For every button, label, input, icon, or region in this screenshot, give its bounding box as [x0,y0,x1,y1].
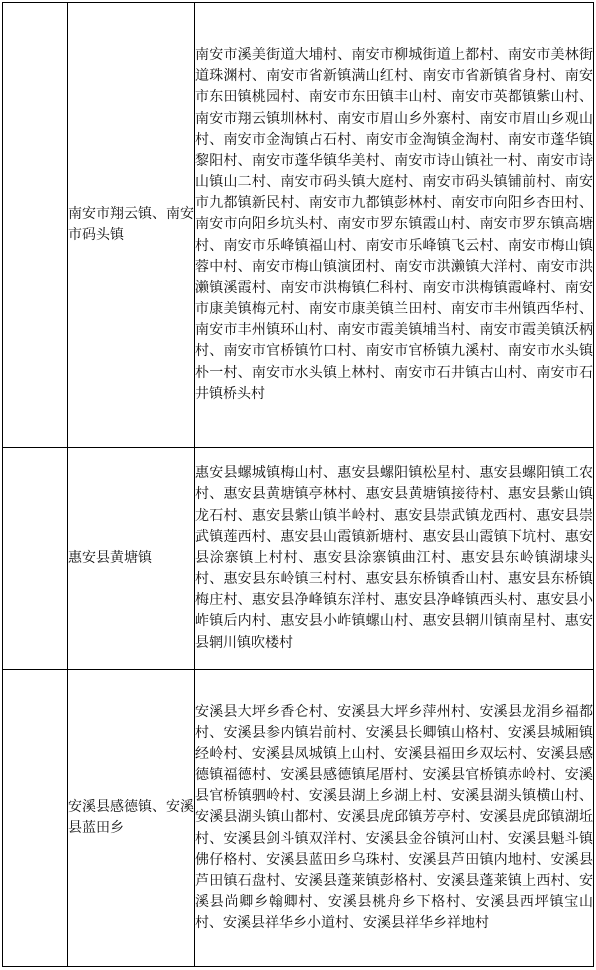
villages-cell: 安溪县大坪乡香仑村、安溪县大坪乡萍州村、安溪县龙涓乡福都村、安溪县参内镇岩前村、安溪县长卿镇山格村、安溪县城厢镇经岭村、安溪县凤城镇上山村、安溪县福田乡双坛村、安溪县感德镇福德村、安溪县感德镇尾厝村、安溪县官桥镇赤岭村、安溪县官桥镇驷岭村、安溪县湖上乡湖上村、安溪县湖头镇横山村、安溪县湖头镇山都村、安溪县虎邱镇芳亭村、安溪县虎邱镇湖坵村、安溪县剑斗镇双洋村、安溪县金谷镇河山村、安溪县魁斗镇佛仔格村、安溪县蓝田乡乌珠村、安溪县芦田镇内地村、安溪县芦田镇石盘村、安溪县蓬莱镇彭格村、安溪县蓬莱镇上西村、安溪县尚卿乡翰卿村、安溪县桃舟乡下格村、安溪县西坪镇宝山村、安溪县祥华乡小道村、安溪县祥华乡祥地村 [195,670,594,967]
blank-cell [3,670,68,967]
town-cell: 安溪县感德镇、安溪县蓝田乡 [68,670,195,967]
villages-cell: 惠安县螺城镇梅山村、惠安县螺阳镇松星村、惠安县螺阳镇工农村、惠安县黄塘镇亭林村、惠安县黄塘镇接待村、惠安县紫山镇龙石村、惠安县紫山镇半岭村、惠安县崇武镇龙西村、惠安县崇武镇莲西村、惠安县山霞镇新塘村、惠安县山霞镇下坑村、惠安县涂寨镇上村村、惠安县涂寨镇曲江村、惠安县东岭镇湖埭头村、惠安县东岭镇三村村、惠安县东桥镇香山村、惠安县东桥镇梅庄村、惠安县净峰镇东洋村、惠安县净峰镇西头村、惠安县小岞镇后内村、惠安县小岞镇螺山村、惠安县辋川镇南星村、惠安县辋川镇吹楼村 [195,448,594,670]
villages-cell: 南安市溪美街道大埔村、南安市柳城街道上都村、南安市美林街道珠渊村、南安市省新镇满山红村、南安市省新镇省身村、南安市东田镇桃园村、南安市东田镇丰山村、南安市英都镇紫山村、南安市翔云镇圳林村、南安市眉山乡外寨村、南安市眉山乡观山村、南安市金淘镇占石村、南安市金淘镇金淘村、南安市蓬华镇黎阳村、南安市蓬华镇华美村、南安市诗山镇社一村、南安市诗山镇山二村、南安市码头镇大庭村、南安市码头镇铺前村、南安市九都镇新民村、南安市九都镇彭林村、南安市向阳乡杏田村、南安市向阳乡坑头村、南安市罗东镇霞山村、南安市罗东镇高塘村、南安市乐峰镇福山村、南安市乐峰镇飞云村、南安市梅山镇蓉中村、南安市梅山镇演团村、南安市洪濑镇大洋村、南安市洪濑镇溪霞村、南安市洪梅镇仁科村、南安市洪梅镇霞峰村、南安市康美镇梅元村、南安市康美镇兰田村、南安市丰州镇西华村、南安市丰州镇环山村、南安市霞美镇埔当村、南安市霞美镇沃柄村、南安市官桥镇竹口村、南安市官桥镇九溪村、南安市水头镇朴一村、南安市水头镇上林村、南安市石井镇古山村、南安市石井镇桥头村 [195,3,594,448]
town-cell: 惠安县黄塘镇 [68,448,195,670]
village-table [2,2,594,967]
table-row [3,3,594,448]
town-cell: 南安市翔云镇、南安市码头镇 [68,3,195,448]
table-row [3,448,594,670]
table-row [3,670,594,967]
blank-cell [3,448,68,670]
blank-cell [3,3,68,448]
